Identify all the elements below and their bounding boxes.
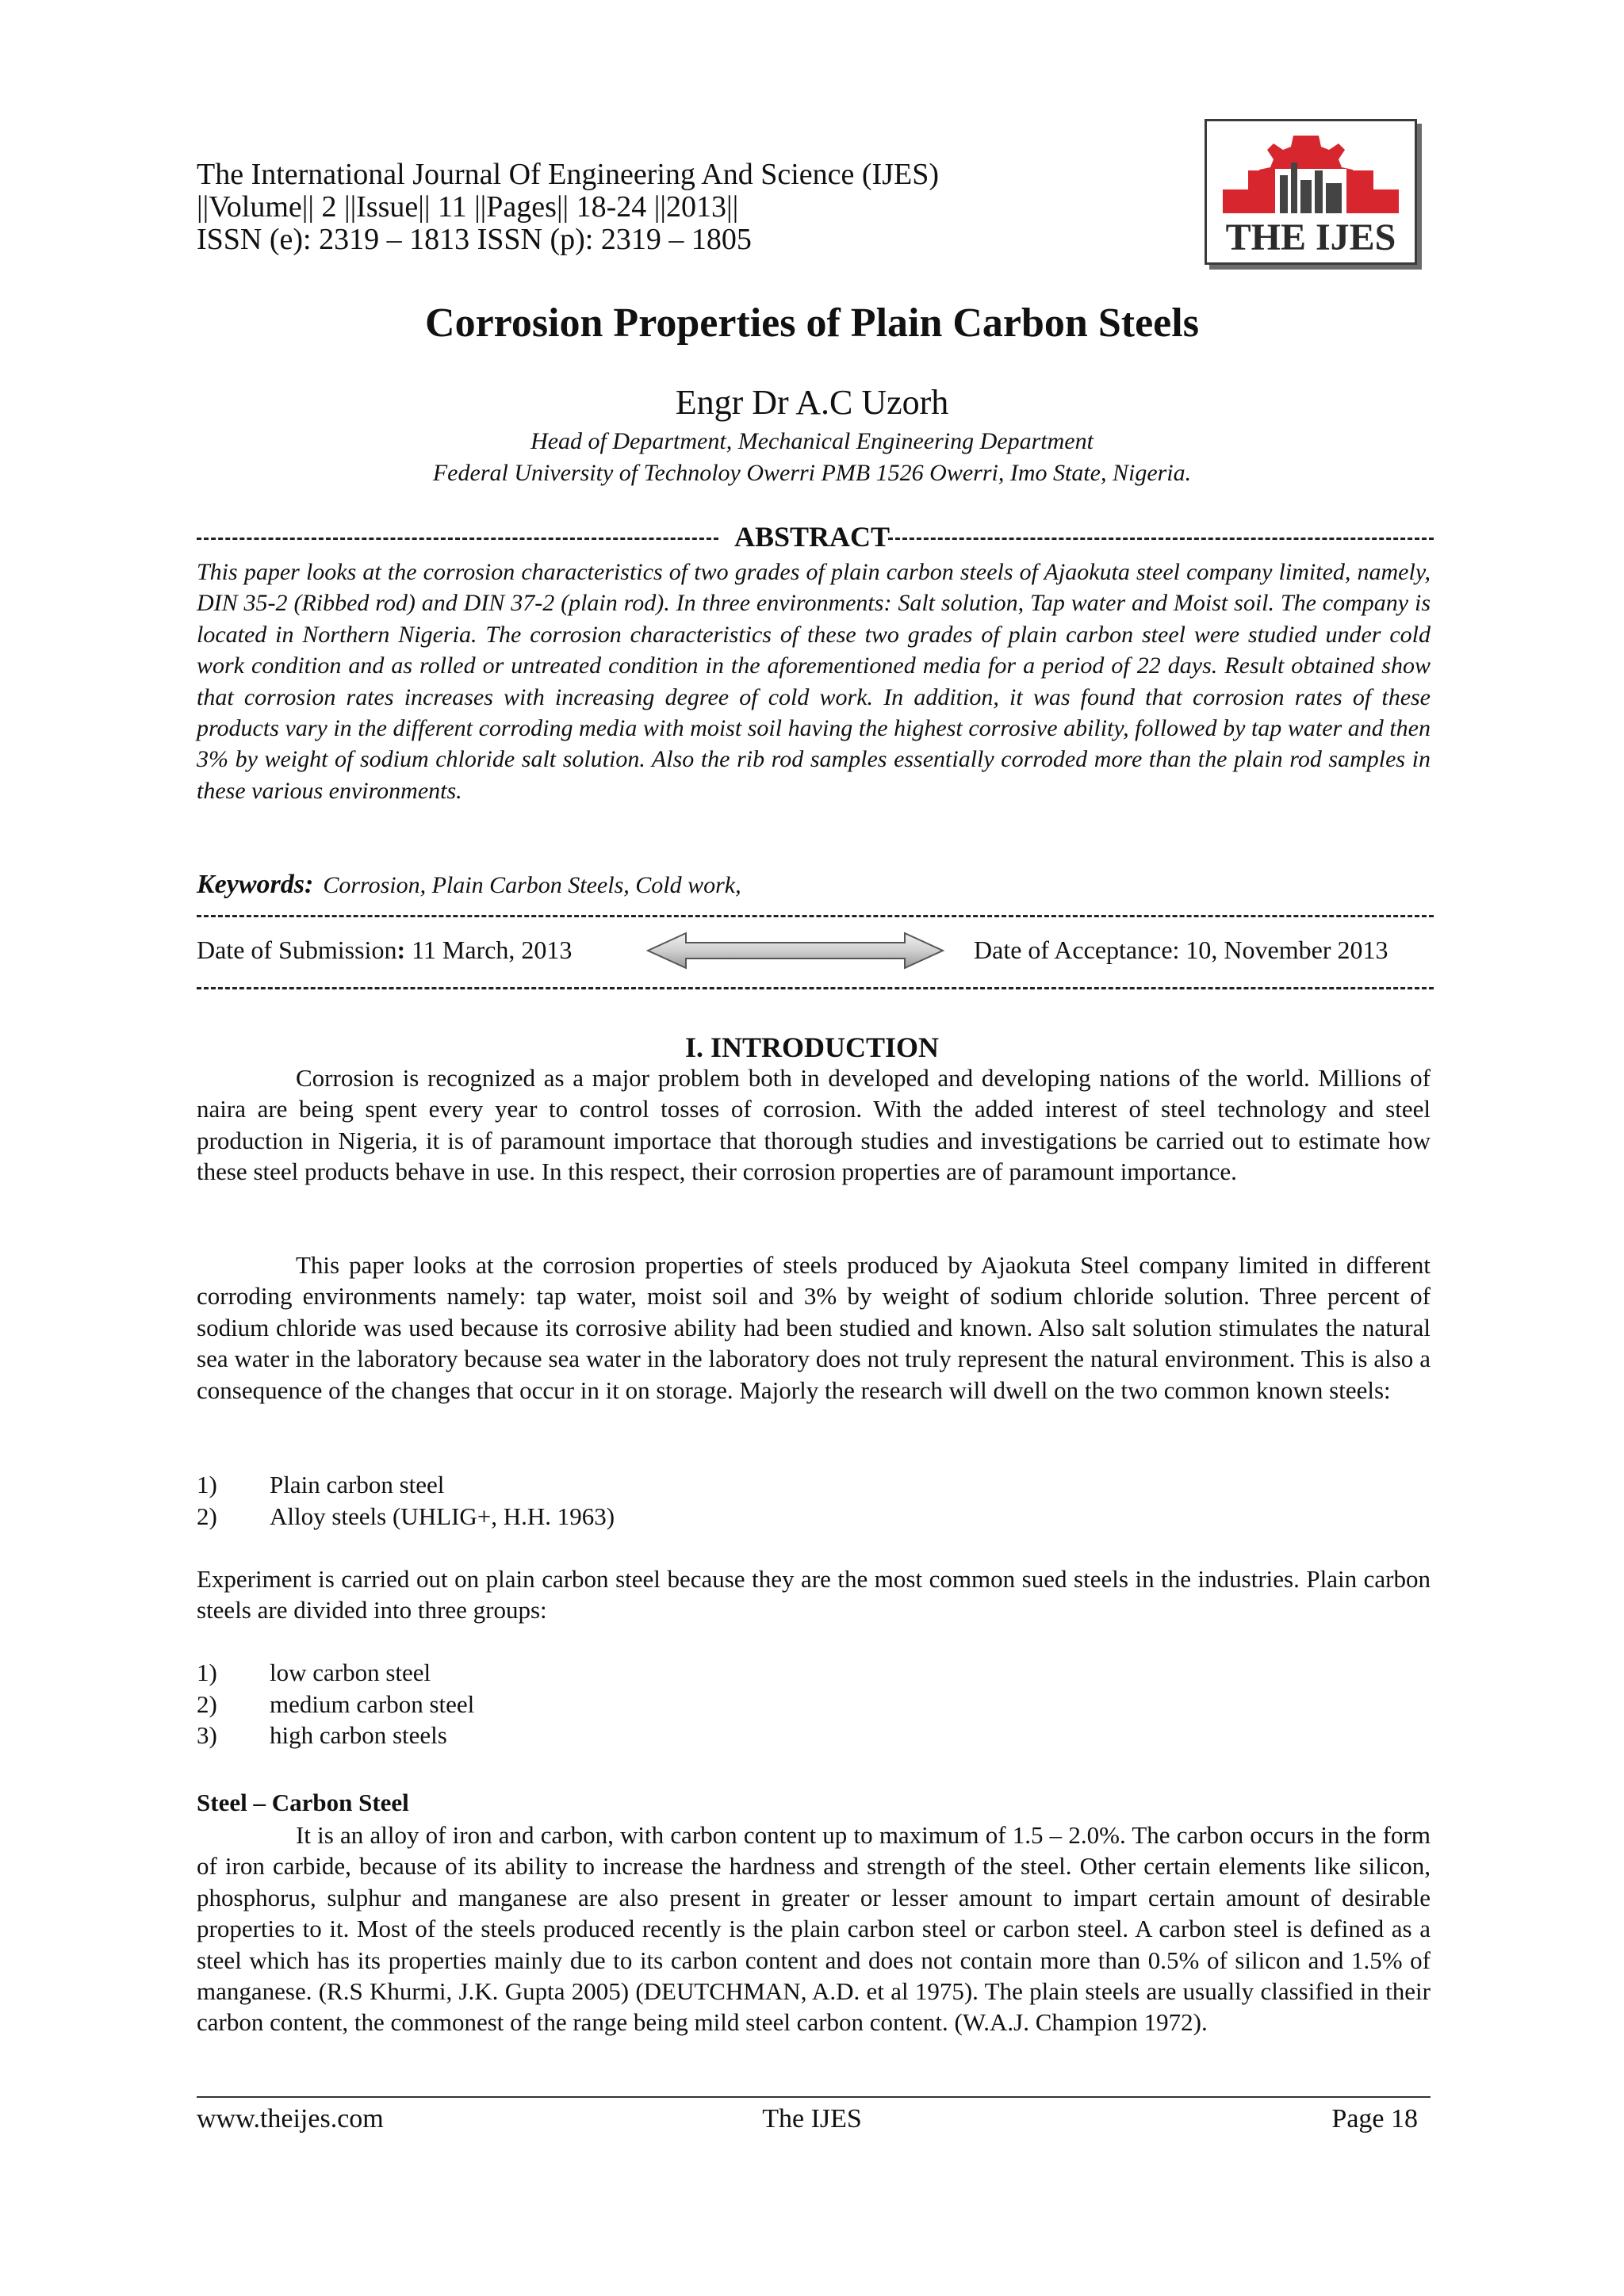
intro-paragraph-4: It is an alloy of iron and carbon, with carbon content up to maximum of 1.5 – 2.0%. The carbon occurs in the form of iron carbide, because of its ability to increase the hardness and strength of the steel. Other certain elements like silicon, phosphorus, sulphur and manganese are also present in greater or lesser amount to impart certain amount of desirable properties to it. Most of the steels produced recently is the plain carbon steel or carbon steel. A carbon steel is defined as a steel which has its properties mainly due to its carbon content and does not contain more than 0.5% of silicon and 1.5% of manganese. (R.S Khurmi, J.K. Gupta 2005) (DEUTCHMAN, A.D. et al 1975). The plain steels are usually classified in their carbon content, the commonest of the range being mild steel carbon content. (W.A.J. Champion 1972). xyxy=(197,1821,1431,2037)
abstract-dash-right xyxy=(888,538,1434,540)
acceptance-value: 10, November 2013 xyxy=(1185,936,1388,964)
paper-title: Corrosion Properties of Plain Carbon Steels xyxy=(425,300,1199,346)
submission-value: 11 March, 2013 xyxy=(412,936,573,964)
keywords-label: Keywords xyxy=(197,870,304,899)
keywords-value: Corrosion, Plain Carbon Steels, Cold work, xyxy=(323,872,741,898)
section-heading-introduction: I. INTRODUCTION xyxy=(684,1031,940,1063)
list-item: 2) medium carbon steel xyxy=(197,1689,475,1718)
abstract-label: ABSTRACT xyxy=(733,521,891,553)
intro-paragraph-1: Corrosion is recognized as a major problem both in developed and developing nations of the world. Millions of naira are being spent every year to control tosses of corrosion. With the added interest of steel technology and steel production in Nigeria, it is of paramount importace that thorough studies and investigations be carried out to estimate how these steel products behave in use. In this respect, their corrosion properties are of paramount importance. xyxy=(197,1064,1431,1186)
acceptance-date: Date of Acceptance: 10, November 2013 xyxy=(974,936,1388,964)
double-arrow-icon xyxy=(645,930,946,971)
intro-paragraph-2: This paper looks at the corrosion properties of steels produced by Ajaokuta Steel company limited in different corroding environments namely: tap water, moist soil and 3% by weight of sodium chloride solution. Three percent of sodium chloride was used because its corrosive ability had been studied and known. Also salt solution stimulates the natural sea water in the laboratory because sea water in the laboratory does not truly represent the natural environment. This is also a consequence of the changes that occur in it on storage. Majorly the research will dwell on the two common known steels: xyxy=(197,1251,1431,1404)
journal-logo xyxy=(1205,119,1417,265)
acceptance-label: Date of Acceptance xyxy=(974,936,1173,964)
carbon-groups-list xyxy=(197,1657,474,1751)
list-item: 3) high carbon steels xyxy=(197,1721,447,1750)
list-item: 1) low carbon steel xyxy=(197,1659,431,1686)
steel-types-list xyxy=(197,1469,615,1532)
rule-top xyxy=(197,915,1434,917)
author-name: Engr Dr A.C Uzorh xyxy=(675,383,949,422)
subheading-carbon-steel: Steel – Carbon Steel xyxy=(197,1789,409,1816)
keywords-line: Keywords: Corrosion, Plain Carbon Steels, Cold work, xyxy=(197,870,741,899)
rule-bottom xyxy=(197,987,1434,989)
volume-line: ||Volume|| 2 ||Issue|| 11 ||Pages|| 18-24 ||2013|| xyxy=(197,190,739,224)
logo-text: THE IJES xyxy=(1225,216,1396,258)
issn-line: ISSN (e): 2319 – 1813 ISSN (p): 2319 – 1805 xyxy=(197,223,752,256)
footer-page-number: Page 18 xyxy=(1331,2104,1418,2133)
submission-label: Date of Submission xyxy=(197,936,397,964)
footer-website: www.theijes.com xyxy=(197,2104,384,2133)
affiliation-line-1: Head of Department, Mechanical Engineering Department xyxy=(530,428,1094,454)
journal-name: The International Journal Of Engineering And Science (IJES) xyxy=(197,158,939,191)
list-item: 1) Plain carbon steel xyxy=(197,1471,445,1498)
affiliation-line-2: Federal University of Technoloy Owerri PMB 1526 Owerri, Imo State, Nigeria. xyxy=(432,460,1192,486)
footer-journal: The IJES xyxy=(762,2104,862,2133)
list-item: 2) Alloy steels (UHLIG+, H.H. 1963) xyxy=(197,1502,615,1530)
submission-date: Date of Submission: 11 March, 2013 xyxy=(197,936,573,964)
footer-rule xyxy=(197,2096,1431,2098)
intro-paragraph-3: Experiment is carried out on plain carbon steel because they are the most common sued steels in the industries. Plain carbon steels are divided into three groups: xyxy=(197,1565,1431,1624)
abstract-text: This paper looks at the corrosion characteristics of two grades of plain carbon steels of Ajaokuta steel company limited, namely, DIN 35-2 (Ribbed rod) and DIN 37-2 (plain rod). In three environments: Salt solution, Tap water and Moist soil. The company is located in Northern Nigeria. The corrosion characteristics of these two grades of plain carbon steel were studied under cold work condition and as rolled or untreated condition in the aforementioned media for a period of 22 days. Result obtained show that corrosion rates increases with increasing degree of cold work. In addition, it was found that corrosion rates of these products vary in the different corroding media with moist soil having the highest corrosive ability, followed by tap water and then 3% by weight of sodium chloride salt solution. Also the rib rod samples essentially corroded more than the plain rod samples in these various environments. xyxy=(197,559,1431,804)
